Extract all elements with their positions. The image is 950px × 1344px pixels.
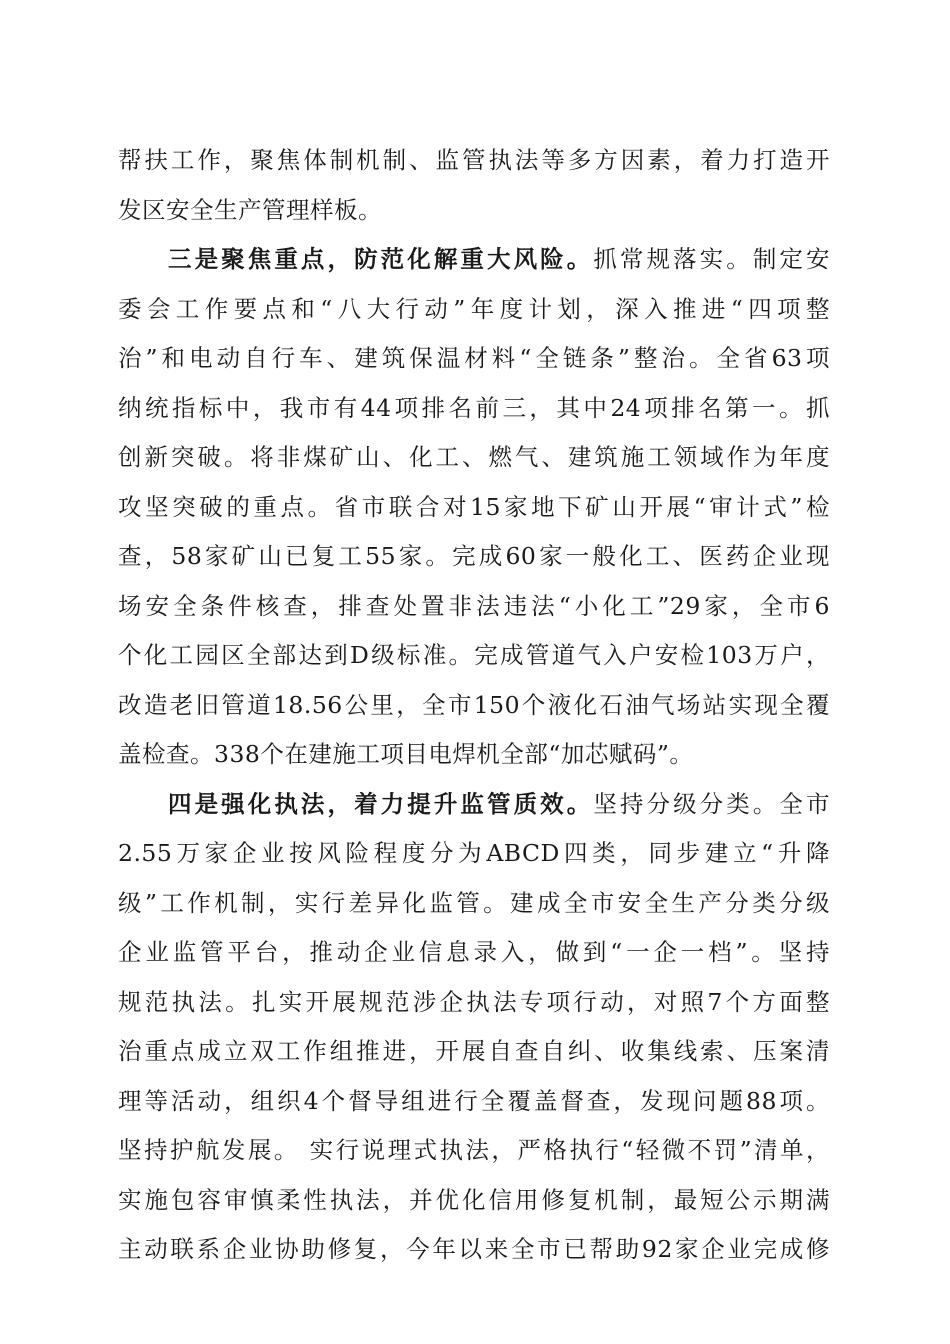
text-line: 攻坚突破的重点。省市联合对15家地下矿山开展“审计式”检 [118,492,830,521]
paragraph-1 [118,136,830,235]
text-line: 帮扶工作，聚焦体制机制、监管执法等多方因素，着力打造开 [118,146,830,174]
document-page [118,136,830,1275]
paragraph-heading: 三是聚焦重点，防范化解重大风险。 [168,245,594,273]
text-line: 规范执法。扎实开展规范涉企执法专项行动，对照7个方面整 [118,987,830,1016]
paragraph-2 [118,235,830,780]
text-line: 场安全条件核查，排查处置非法违法“小化工”29家，全市6 [118,591,830,620]
text-line: 纳统指标中，我市有44项排名前三，其中24项排名第一。抓 [118,393,830,422]
paragraph-3 [118,780,830,1275]
paragraph-heading: 四是强化执法，着力提升监管质效。 [168,789,594,818]
text-line [118,235,830,285]
text-line: 个化工园区全部达到D级标准。完成管道气入户安检103万户， [118,641,830,669]
text-run: 坚持分级分类。全市 [593,789,831,818]
text-line: 发区安全生产管理样板。 [118,195,382,224]
text-line: 改造老旧管道18.56公里，全市150个液化石油气场站实现全覆 [118,690,830,719]
text-line: 主动联系企业协助修复，今年以来全市已帮助92家企业完成修 [118,1235,830,1263]
text-line: 治重点成立双工作组推进，开展自查自纠、收集线索、压案清 [118,1037,830,1065]
text-line: 企业监管平台，推动企业信息录入，做到“一企一档”。坚持 [118,938,830,966]
text-run: 抓常规落实。制定安 [593,245,831,273]
text-line: 坚持护航发展。 实行说理式执法，严格执行“轻微不罚”清单， [118,1136,830,1164]
text-line: 治”和电动自行车、建筑保温材料“全链条”整治。全省63项 [118,344,830,372]
text-line: 委会工作要点和“八大行动”年度计划，深入推进“四项整 [118,294,830,323]
text-line: 理等活动，组织4个督导组进行全覆盖督查，发现问题88项。 [118,1086,830,1115]
text-line: 创新突破。将非煤矿山、化工、燃气、建筑施工领域作为年度 [118,443,830,471]
text-line: 2.55万家企业按风险程度分为ABCD四类，同步建立“升降 [118,839,830,867]
text-line: 实施包容审慎柔性执法，并优化信用修复机制，最短公示期满 [118,1185,830,1214]
text-line: 盖检查。338个在建施工项目电焊机全部“加芯赋码”。 [118,740,694,768]
text-line: 查，58家矿山已复工55家。完成60家一般化工、医药企业现 [118,542,830,570]
text-line [118,780,830,830]
text-line: 级”工作机制，实行差异化监管。建成全市安全生产分类分级 [118,888,830,917]
